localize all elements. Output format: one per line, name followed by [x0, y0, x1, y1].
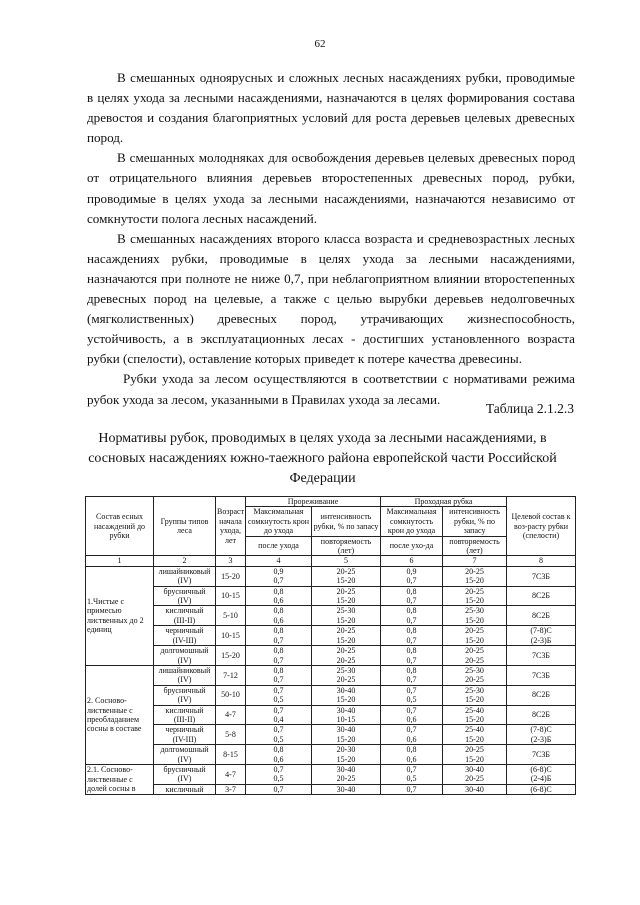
value-cell-b1-value: 0,7 [406, 655, 417, 665]
value-cell-a2 [312, 566, 381, 586]
value-cell-b2-value: 25-40 [465, 725, 484, 735]
target-cell [507, 784, 576, 794]
value-cell-b2 [443, 586, 507, 606]
col-number: 6 [381, 556, 443, 566]
forest-type-cell [154, 725, 216, 745]
target-cell-value: (6-8)С [530, 784, 552, 794]
forest-type-cell-value: кисличный [165, 784, 204, 794]
target-cell-value: 8С2Б [532, 591, 550, 601]
value-cell-b1 [381, 586, 443, 606]
forest-type-cell-value: (III-II) [173, 714, 196, 724]
value-cell-a1-value: 0,8 [273, 665, 284, 675]
start-age-cell [216, 566, 246, 586]
table-row [86, 685, 576, 705]
table-row [86, 566, 576, 586]
value-cell-b1-value: 0,6 [406, 734, 417, 744]
start-age-cell-value: 4-7 [225, 769, 236, 779]
body-text [87, 68, 575, 410]
value-cell-a1-value: 0,5 [273, 734, 284, 744]
value-cell-b1-value: 0,7 [406, 596, 417, 606]
value-cell-a1-value: 0,6 [273, 615, 284, 625]
value-cell-b2-value: 20-25 [465, 745, 484, 755]
value-cell-a2-value: 20-25 [336, 655, 356, 665]
value-cell-a2-value: 30-40 [336, 725, 356, 735]
norms-table [85, 496, 576, 795]
value-cell-a1 [246, 606, 312, 626]
target-cell-value: 7С3Б [532, 670, 550, 680]
value-cell-a2-value: 30-40 [336, 764, 356, 774]
forest-type-cell [154, 705, 216, 725]
value-cell-b1 [381, 566, 443, 586]
value-cell-b1-value: 0,8 [406, 665, 417, 675]
target-cell-value: (2-4)Б [530, 774, 552, 784]
composition-cell: 1.Чистые с примесью лиственных до 2 единиц [86, 566, 154, 665]
start-age-cell-value: 8-15 [223, 749, 238, 759]
value-cell-b1-value: 0,9 [406, 566, 417, 576]
value-cell-b1 [381, 626, 443, 646]
forest-type-cell-value: брусничный [163, 586, 206, 596]
target-cell [507, 586, 576, 606]
target-cell-value: 8С2Б [532, 710, 550, 720]
start-age-cell-value: 50-10 [221, 690, 240, 700]
header-b-density: Максимальная сомкнутость крон до ухода [381, 507, 443, 536]
header-b-repeat: повторяемость (лет) [443, 536, 507, 556]
value-cell-a2 [312, 745, 381, 765]
forest-type-cell-value: долгомошный [160, 745, 209, 755]
value-cell-a2-value: 20-25 [336, 586, 356, 596]
forest-type-cell-value: (IV-III) [172, 734, 197, 744]
forest-type-cell-value: (IV-III) [172, 635, 197, 645]
value-cell-b1-value: 0,5 [406, 695, 417, 705]
value-cell-b2-value: 30-40 [465, 764, 484, 774]
value-cell-b1-value: 0,7 [406, 784, 417, 794]
target-cell [507, 764, 576, 784]
forest-type-cell-value: (IV) [177, 754, 192, 764]
value-cell-b2-value: 15-20 [465, 695, 484, 705]
value-cell-a2-value: 15-20 [336, 635, 356, 645]
value-cell-a1 [246, 764, 312, 784]
value-cell-b2-value: 15-20 [465, 576, 484, 586]
value-cell-b1 [381, 685, 443, 705]
start-age-cell-value: 3-7 [225, 784, 236, 794]
table-row [86, 745, 576, 765]
forest-type-cell-value: брусничный [163, 764, 206, 774]
value-cell-b2-value: 20-25 [465, 675, 484, 685]
value-cell-a1 [246, 626, 312, 646]
value-cell-a2 [312, 626, 381, 646]
value-cell-a1 [246, 566, 312, 586]
value-cell-a1-value: 0,7 [273, 576, 284, 586]
page-number: 62 [314, 38, 326, 50]
value-cell-a2-value: 20-25 [336, 626, 356, 636]
value-cell-b1 [381, 705, 443, 725]
paragraph: В смешанных одноярусных и сложных лесных насаждениях рубки, проводимые в целях ухода за лесными насаждениями, назначаются в целях формирования состава древостоя и создания благоприятных условий для роста деревьев целевых древесных пород. [87, 70, 575, 146]
value-cell-a1 [246, 784, 312, 794]
value-cell-a2-value: 15-20 [336, 596, 356, 606]
forest-type-cell-value: черничный [165, 725, 204, 735]
value-cell-a2-value: 20-25 [336, 566, 356, 576]
forest-type-cell-value: (IV) [177, 774, 192, 784]
col-number: 4 [246, 556, 312, 566]
value-cell-b1-value: 0,6 [406, 714, 417, 724]
start-age-cell [216, 725, 246, 745]
value-cell-a2-value: 15-20 [336, 615, 356, 625]
value-cell-b1-value: 0,5 [406, 774, 417, 784]
forest-type-cell [154, 665, 216, 685]
start-age-cell-value: 4-7 [225, 710, 236, 720]
header-composition: Состав есных насаждений до рубки [86, 497, 154, 556]
start-age-cell [216, 745, 246, 765]
start-age-cell [216, 665, 246, 685]
value-cell-b2-value: 25-30 [465, 665, 484, 675]
value-cell-b2-value: 15-20 [465, 734, 484, 744]
value-cell-b1-value: 0,8 [406, 606, 417, 616]
target-cell [507, 646, 576, 666]
forest-type-cell-value: долгомошный [160, 646, 209, 656]
target-cell-value: 7С3Б [532, 749, 550, 759]
value-cell-b2-value: 20-25 [465, 586, 484, 596]
header-b-intensity: интенсивность рубки, % по запасу [443, 507, 507, 536]
target-cell-value: 8С2Б [532, 690, 550, 700]
table-row [86, 725, 576, 745]
value-cell-a2-value: 20-30 [336, 745, 356, 755]
forest-type-cell-value: (IV) [177, 576, 192, 586]
value-cell-a2 [312, 665, 381, 685]
value-cell-b2-value: 15-20 [465, 596, 484, 606]
header-thinning: Прореживание [246, 497, 381, 507]
header-start-age: Возраст начала ухода, лет [216, 497, 246, 556]
forest-type-cell-value: (IV) [177, 675, 192, 685]
value-cell-b1 [381, 725, 443, 745]
paragraph: Рубки ухода за лесом осуществляются в соответствии с нормативами режима рубок ухода за лесом, указанными в Правилах ухода за лесами. [87, 371, 575, 407]
value-cell-b2-value: 25-40 [465, 705, 484, 715]
value-cell-b1-value: 0,7 [406, 725, 417, 735]
value-cell-b1-value: 0,8 [406, 745, 417, 755]
value-cell-a1-value: 0,8 [273, 606, 284, 616]
value-cell-b1-value: 0,7 [406, 675, 417, 685]
value-cell-b1-value: 0,7 [406, 685, 417, 695]
col-number: 7 [443, 556, 507, 566]
forest-type-cell-value: лишайниковый [158, 566, 211, 576]
value-cell-a2-value: 20-25 [336, 774, 356, 784]
value-cell-a2-value: 30-40 [336, 705, 356, 715]
value-cell-b2-value: 15-20 [465, 635, 484, 645]
start-age-cell-value: 5-8 [225, 730, 236, 740]
forest-type-cell-value: (IV) [177, 695, 192, 705]
value-cell-b2-value: 20-25 [465, 626, 484, 636]
table-row [86, 606, 576, 626]
target-cell-value: (2-3)Б [530, 635, 552, 645]
target-cell [507, 705, 576, 725]
table-label: Таблица 2.1.2.3 [485, 401, 574, 416]
forest-type-cell-value: (IV) [177, 655, 192, 665]
target-cell [507, 685, 576, 705]
target-cell [507, 725, 576, 745]
target-cell [507, 665, 576, 685]
table-row [86, 665, 576, 685]
header-target-composition: Целевой состав к воз-расту рубки (спелости) [507, 497, 576, 556]
value-cell-a1-value: 0,7 [273, 705, 284, 715]
target-cell-value: (6-8)С [530, 764, 552, 774]
target-cell [507, 745, 576, 765]
value-cell-a2-value: 30-40 [336, 784, 356, 794]
value-cell-b1-value: 0,7 [406, 764, 417, 774]
col-number: 1 [86, 556, 154, 566]
value-cell-b1-value: 0,7 [406, 705, 417, 715]
value-cell-a1 [246, 586, 312, 606]
forest-type-cell [154, 646, 216, 666]
start-age-cell [216, 764, 246, 784]
header-a-repeat: повторяемость (лет) [312, 536, 381, 556]
value-cell-a1-value: 0,6 [273, 754, 284, 764]
target-cell-value: (7-8)С [530, 725, 552, 735]
value-cell-a1-value: 0,9 [273, 566, 284, 576]
table-row [86, 646, 576, 666]
value-cell-b2-value: 30-40 [465, 784, 484, 794]
value-cell-b1 [381, 745, 443, 765]
header-a-after: после ухода [246, 536, 312, 556]
value-cell-b1 [381, 606, 443, 626]
forest-type-cell-value: (IV) [177, 596, 192, 606]
value-cell-a2 [312, 646, 381, 666]
paragraph: В смешанных насаждениях второго класса возраста и средневозрастных лесных насаждениях рубки, проводимые в целях ухода за лесными насаждениями, назначаются при полноте не ниже 0,7, при неблагоприятном влиянии второстепенных древесных пород на целевые, а также с целью вырубки деревьев недолговечных (мягколиственных) древесных пород, утрачивающих жизнеспособность, устойчивость, а в эксплуатационных лесах - достигших установленного возраста рубки (спелости), оставление которых приведет к потере качества древесины. [87, 230, 575, 367]
target-cell-value: 7С3Б [532, 571, 550, 581]
forest-type-cell [154, 745, 216, 765]
start-age-cell [216, 685, 246, 705]
value-cell-b1-value: 0,8 [406, 626, 417, 636]
header-a-intensity: интенсивность рубки, % по запасу [312, 507, 381, 536]
value-cell-a2-value: 10-15 [336, 714, 356, 724]
value-cell-a2-value: 15-20 [336, 754, 356, 764]
value-cell-a2 [312, 705, 381, 725]
value-cell-a1 [246, 725, 312, 745]
value-cell-a1-value: 0,7 [273, 675, 284, 685]
value-cell-a1-value: 0,7 [273, 635, 284, 645]
start-age-cell [216, 586, 246, 606]
value-cell-b2 [443, 725, 507, 745]
start-age-cell [216, 646, 246, 666]
value-cell-b2-value: 20-25 [465, 774, 484, 784]
value-cell-b2-value: 15-20 [465, 615, 484, 625]
header-b-after: после ухо-да [381, 536, 443, 556]
value-cell-b1-value: 0,7 [406, 635, 417, 645]
start-age-cell [216, 784, 246, 794]
value-cell-a2-value: 25-30 [336, 665, 356, 675]
value-cell-a1-value: 0,5 [273, 774, 284, 784]
value-cell-a1-value: 0,4 [273, 714, 284, 724]
start-age-cell-value: 15-20 [221, 571, 240, 581]
value-cell-a2 [312, 784, 381, 794]
value-cell-b2-value: 25-30 [465, 685, 484, 695]
target-cell-value: (7-8)С [530, 626, 552, 636]
value-cell-b2-value: 15-20 [465, 714, 484, 724]
col-number: 3 [216, 556, 246, 566]
value-cell-a2-value: 20-25 [336, 646, 356, 656]
table-title: Нормативы рубок, проводимых в целях ухода за лесными насаждениями, в сосновых насаждениях южно-таежного района европейской части Российской Федерации [88, 431, 557, 486]
value-cell-a1-value: 0,8 [273, 745, 284, 755]
value-cell-a1-value: 0,8 [273, 586, 284, 596]
start-age-cell-value: 10-15 [221, 630, 240, 640]
table-row [86, 626, 576, 646]
forest-type-cell [154, 586, 216, 606]
value-cell-a1-value: 0,7 [273, 725, 284, 735]
forest-type-cell [154, 626, 216, 646]
value-cell-a1-value: 0,5 [273, 695, 284, 705]
value-cell-a1 [246, 705, 312, 725]
value-cell-b2 [443, 626, 507, 646]
value-cell-a1 [246, 745, 312, 765]
value-cell-b2 [443, 646, 507, 666]
value-cell-a2-value: 15-20 [336, 576, 356, 586]
value-cell-a2-value: 15-20 [336, 734, 356, 744]
value-cell-b1-value: 0,8 [406, 646, 417, 656]
value-cell-b1-value: 0,6 [406, 754, 417, 764]
value-cell-a2 [312, 764, 381, 784]
value-cell-b2 [443, 764, 507, 784]
value-cell-a2 [312, 606, 381, 626]
value-cell-b2-value: 20-25 [465, 646, 484, 656]
forest-type-cell [154, 685, 216, 705]
value-cell-b2 [443, 745, 507, 765]
composition-cell: 2. Сосново-лиственные с преобладанием сосны в составе [86, 665, 154, 764]
value-cell-b2-value: 25-30 [465, 606, 484, 616]
value-cell-b1-value: 0,7 [406, 576, 417, 586]
target-cell-value: (2-3)Б [530, 734, 552, 744]
forest-type-cell-value: кисличный [165, 705, 204, 715]
forest-type-cell-value: (III-II) [173, 615, 196, 625]
target-cell-value: 7С3Б [532, 650, 550, 660]
target-cell [507, 626, 576, 646]
value-cell-a1 [246, 646, 312, 666]
value-cell-a1-value: 0,7 [273, 685, 284, 695]
value-cell-b2-value: 15-20 [465, 754, 484, 764]
col-number: 2 [154, 556, 216, 566]
value-cell-b1 [381, 784, 443, 794]
value-cell-b1 [381, 646, 443, 666]
forest-type-cell-value: черничный [165, 626, 204, 636]
table-row [86, 764, 576, 784]
value-cell-a2-value: 15-20 [336, 695, 356, 705]
value-cell-b1 [381, 764, 443, 784]
value-cell-b2 [443, 705, 507, 725]
table-row [86, 784, 576, 794]
forest-type-cell-value: кисличный [165, 606, 204, 616]
composition-cell: 2.1. Сосново-лиственные с долей сосны в [86, 764, 154, 794]
target-cell [507, 606, 576, 626]
target-cell [507, 566, 576, 586]
value-cell-a2 [312, 586, 381, 606]
value-cell-a2 [312, 725, 381, 745]
start-age-cell-value: 15-20 [221, 650, 240, 660]
value-cell-a2-value: 25-30 [336, 606, 356, 616]
table-row [86, 705, 576, 725]
header-passing-cut: Проходная рубка [381, 497, 507, 507]
header-forest-type: Группы типов леса [154, 497, 216, 556]
value-cell-a2 [312, 685, 381, 705]
start-age-cell-value: 10-15 [221, 591, 240, 601]
forest-type-cell [154, 566, 216, 586]
start-age-cell-value: 7-12 [223, 670, 238, 680]
forest-type-cell-value: брусничный [163, 685, 206, 695]
start-age-cell-value: 5-10 [223, 611, 238, 621]
paragraph: В смешанных молодняках для освобождения деревьев целевых древесных пород от отрицательного влияния деревьев второстепенных древесных пород, рубки, проводимые в целях ухода за лесными насаждениями, назначаются независимо от сомкнутости полога лесных насаждений. [87, 150, 575, 226]
target-cell-value: 8С2Б [532, 611, 550, 621]
value-cell-a1-value: 0,7 [273, 784, 284, 794]
value-cell-b2 [443, 685, 507, 705]
col-number: 8 [507, 556, 576, 566]
forest-type-cell [154, 764, 216, 784]
value-cell-a1-value: 0,7 [273, 764, 284, 774]
start-age-cell [216, 606, 246, 626]
value-cell-b2 [443, 606, 507, 626]
value-cell-b2-value: 20-25 [465, 655, 484, 665]
start-age-cell [216, 705, 246, 725]
col-number: 5 [312, 556, 381, 566]
start-age-cell [216, 626, 246, 646]
value-cell-a2-value: 20-25 [336, 675, 356, 685]
value-cell-a2-value: 30-40 [336, 685, 356, 695]
value-cell-b1-value: 0,7 [406, 615, 417, 625]
value-cell-b2-value: 20-25 [465, 566, 484, 576]
value-cell-a1-value: 0,7 [273, 655, 284, 665]
value-cell-b2 [443, 665, 507, 685]
value-cell-a1-value: 0,8 [273, 646, 284, 656]
forest-type-cell [154, 606, 216, 626]
value-cell-a1-value: 0,8 [273, 626, 284, 636]
forest-type-cell-value: лишайниковый [158, 665, 211, 675]
value-cell-b2 [443, 784, 507, 794]
value-cell-b2 [443, 566, 507, 586]
forest-type-cell [154, 784, 216, 794]
table-row [86, 586, 576, 606]
value-cell-b1-value: 0,8 [406, 586, 417, 596]
header-a-density: Максимальная сомкнутость крон до ухода [246, 507, 312, 536]
value-cell-a1-value: 0,6 [273, 596, 284, 606]
value-cell-a1 [246, 685, 312, 705]
value-cell-b1 [381, 665, 443, 685]
value-cell-a1 [246, 665, 312, 685]
